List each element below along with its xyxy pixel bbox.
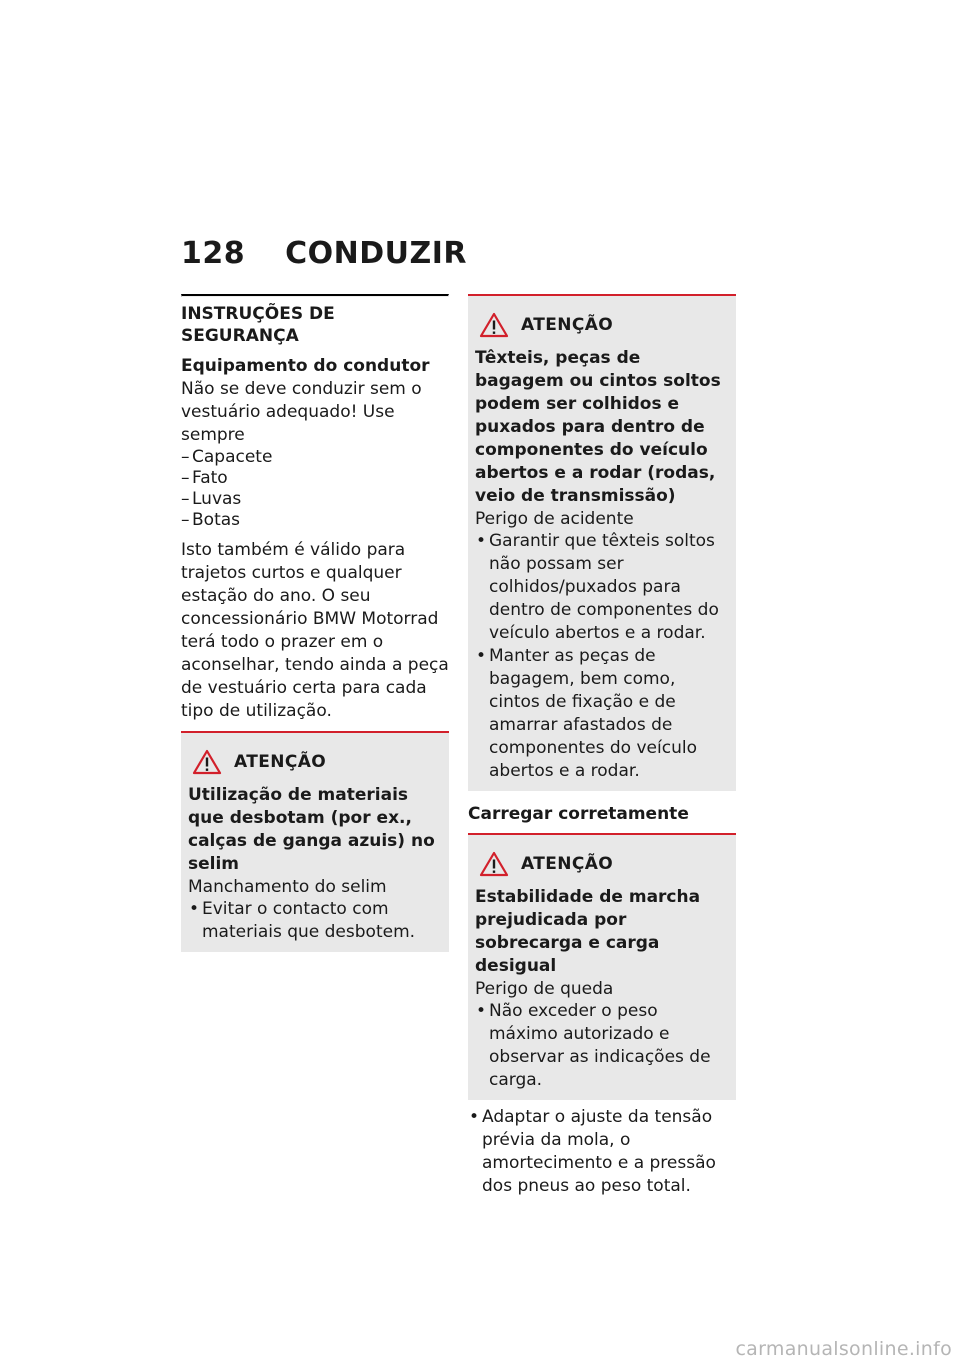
warning-triangle-icon	[479, 312, 509, 338]
list-item: – Luvas	[181, 489, 449, 510]
section-title	[181, 303, 449, 347]
list-item: • Adaptar o ajuste da tensão prévia da mola, o amortecimento e a pressão dos pneus ao peso total.	[468, 1106, 736, 1198]
warning-risk: Manchamento do selim	[188, 877, 387, 897]
list-item: – Capacete	[181, 447, 449, 468]
list-item: • Manter as peças de bagagem, bem como, cintos de fixação e de amarrar afastados de componentes do veículo abertos e a rodar.	[475, 645, 729, 783]
warning-bullets	[475, 530, 729, 783]
list-item: • Garantir que têxteis soltos não possam ser colhidos/puxados para dentro de componentes do veículo abertos e a rodar.	[475, 530, 729, 645]
warning-title: ATENÇÃO	[521, 315, 614, 335]
chapter-title: CONDUZIR	[285, 236, 468, 271]
intro-text: Não se deve conduzir sem o vestuário adequado! Use sempre	[181, 379, 422, 445]
page-number: 128	[181, 236, 246, 271]
warning-title: ATENÇÃO	[521, 854, 614, 874]
warning-header	[188, 749, 442, 775]
warning-header	[475, 851, 729, 877]
left-column	[181, 294, 449, 952]
section-title-line1: INSTRUÇÕES DE	[181, 304, 335, 324]
list-item: • Não exceder o peso máximo autorizado e observar as indicações de carga.	[475, 1000, 729, 1092]
warning-text: Estabilidade de marcha prejudicada por sobrecarga e carga desigual	[475, 887, 701, 976]
warning-bullets	[188, 898, 442, 944]
warning-title: ATENÇÃO	[234, 752, 327, 772]
warning-bullets	[475, 1000, 729, 1092]
warning-risk: Perigo de queda	[475, 979, 614, 999]
warning-text: Utilização de materiais que desbotam (por ex., calças de ganga azuis) no selim	[188, 785, 435, 874]
list-item: – Botas	[181, 510, 449, 531]
equipment-list	[181, 447, 449, 531]
warning-text: Têxteis, peças de bagagem ou cintos soltos podem ser colhidos e puxados para dentro de componentes do veículo abertos e a rodar (rodas, veio de transmissão)	[475, 348, 721, 506]
page-header	[181, 236, 481, 286]
warning-header	[475, 312, 729, 338]
section-rule	[181, 294, 449, 297]
warning-triangle-icon	[192, 749, 222, 775]
subhead-equipment: Equipamento do condutor	[181, 356, 430, 376]
list-item: – Fato	[181, 468, 449, 489]
info-paragraph: Isto também é válido para trajetos curtos e qualquer estação do ano. O seu concessionário BMW Motorrad terá todo o prazer em o aconselhar, tendo ainda a peça de vestuário certa para cada tipo de utilização.	[181, 540, 449, 721]
section-title-line2: SEGURANÇA	[181, 326, 299, 346]
loading-bullets	[468, 1106, 736, 1198]
warning-triangle-icon	[479, 851, 509, 877]
heading-loading: Carregar corretamente	[468, 804, 689, 824]
warning-box-load	[468, 833, 736, 1100]
warning-box-textiles	[468, 294, 736, 791]
warning-risk: Perigo de acidente	[475, 509, 634, 529]
warning-box-seat	[181, 731, 449, 952]
list-item: • Evitar o contacto com materiais que desbotem.	[188, 898, 442, 944]
right-column	[468, 294, 736, 1198]
watermark: carmanualsonline.info	[735, 1338, 952, 1360]
